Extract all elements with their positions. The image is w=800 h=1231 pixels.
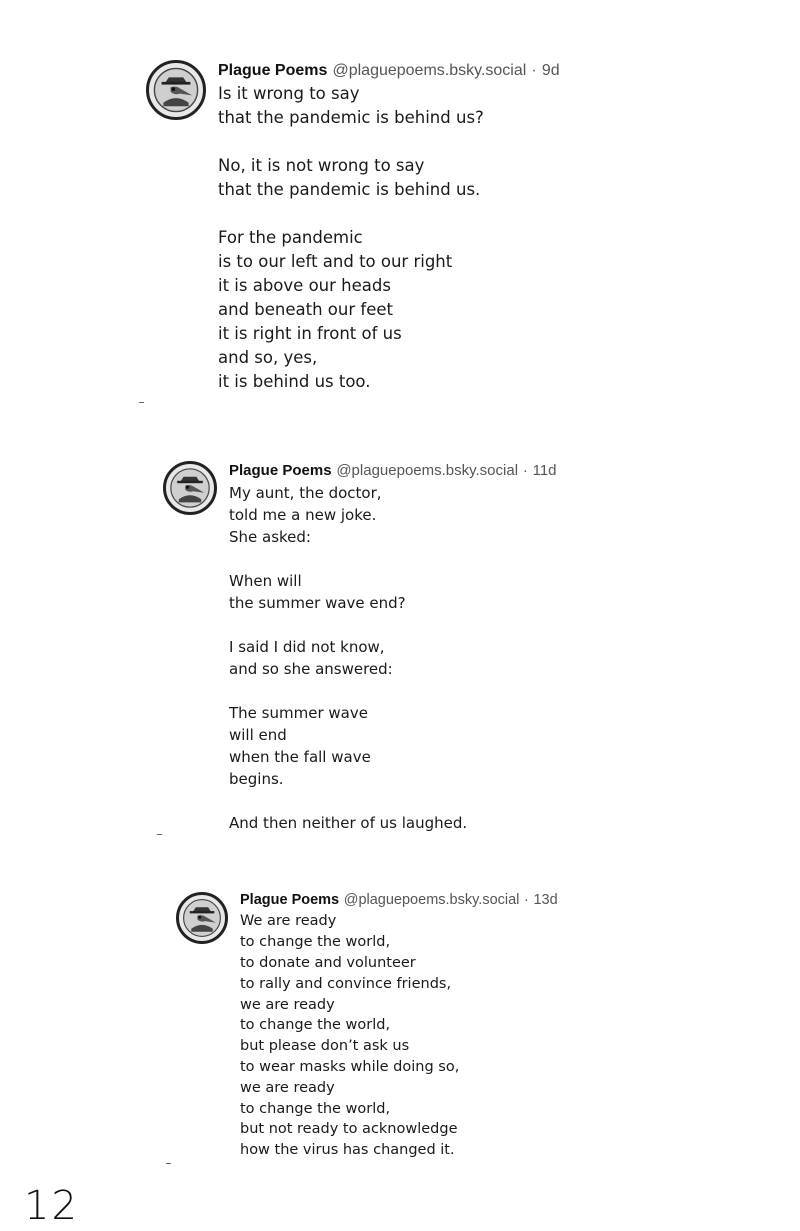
poem-line: told me a new joke. <box>229 506 377 524</box>
poem-line: to wear masks while doing so, <box>240 1058 460 1075</box>
page-number: 12 <box>24 1183 79 1229</box>
post-text <box>229 482 557 834</box>
poem-line: and so, yes, <box>218 348 318 368</box>
poem-line: We are ready <box>240 913 337 930</box>
poem-line: For the pandemic <box>218 228 363 248</box>
poem-line: we are ready <box>240 996 335 1013</box>
author-name[interactable]: Plague Poems <box>229 462 332 479</box>
author-handle[interactable]: @plaguepoems.bsky.social <box>336 462 519 479</box>
poem-line: to rally and convince friends, <box>240 975 452 992</box>
poem-line: will end <box>229 726 287 744</box>
plague-doctor-avatar-icon-art <box>166 464 214 512</box>
stanza-break <box>229 548 557 570</box>
poem-line: and beneath our feet <box>218 300 393 320</box>
header-separator: · <box>524 892 529 908</box>
plague-doctor-avatar-icon-art <box>179 895 225 941</box>
scan-mark <box>157 834 162 835</box>
poem-line: No, it is not wrong to say <box>218 156 425 176</box>
poem-line: that the pandemic is behind us? <box>218 108 484 128</box>
post-text <box>218 82 560 394</box>
plague-doctor-avatar-icon-art <box>149 63 203 117</box>
stanza-break <box>229 614 557 636</box>
poem-line: The summer wave <box>229 704 368 722</box>
poem-line: begins. <box>229 770 284 788</box>
post-age[interactable]: 9d <box>541 62 560 79</box>
plague-doctor-avatar-icon[interactable] <box>176 892 228 944</box>
post <box>176 892 558 1161</box>
author-handle[interactable]: @plaguepoems.bsky.social <box>332 62 527 79</box>
header-separator: · <box>522 462 528 479</box>
poem-line: is to our left and to our right <box>218 252 453 272</box>
poem-line: when the fall wave <box>229 748 371 766</box>
poem-line: but not ready to acknowledge <box>240 1121 458 1138</box>
poem-line: to change the world, <box>240 934 391 951</box>
stanza-break <box>218 130 560 154</box>
poem-line: we are ready <box>240 1079 335 1096</box>
post-header <box>229 461 557 480</box>
post-text <box>240 911 558 1161</box>
author-name[interactable]: Plague Poems <box>218 62 328 79</box>
scan-mark <box>166 1163 171 1164</box>
poem-line: Is it wrong to say <box>218 84 360 104</box>
poem-line: that the pandemic is behind us. <box>218 180 481 200</box>
stanza-break <box>229 790 557 812</box>
plague-doctor-avatar-icon[interactable] <box>146 60 206 120</box>
post-age[interactable]: 13d <box>533 892 558 908</box>
post-header <box>240 892 558 909</box>
post-age[interactable]: 11d <box>532 462 557 479</box>
author-name[interactable]: Plague Poems <box>240 892 340 908</box>
poem-line: to donate and volunteer <box>240 954 416 971</box>
author-handle[interactable]: @plaguepoems.bsky.social <box>343 892 520 908</box>
poem-line: and so she answered: <box>229 660 393 678</box>
header-separator: · <box>531 62 537 79</box>
scan-mark <box>139 402 144 403</box>
poem-line: I said I did not know, <box>229 638 385 656</box>
poem-line: it is behind us too. <box>218 372 371 392</box>
poem-line: to change the world, <box>240 1017 391 1034</box>
poem-line: but please don’t ask us <box>240 1038 410 1055</box>
poem-line: it is right in front of us <box>218 324 402 344</box>
poem-line: My aunt, the doctor, <box>229 484 382 502</box>
poem-line: And then neither of us laughed. <box>229 814 468 832</box>
post <box>146 60 560 394</box>
post-header <box>218 60 560 80</box>
poem-line: She asked: <box>229 528 311 546</box>
poem-line: When will <box>229 572 302 590</box>
poem-line: how the virus has changed it. <box>240 1142 455 1159</box>
stanza-break <box>229 680 557 702</box>
post <box>163 461 557 834</box>
plague-doctor-avatar-icon[interactable] <box>163 461 217 515</box>
poem-line: the summer wave end? <box>229 594 406 612</box>
poem-line: it is above our heads <box>218 276 391 296</box>
poem-line: to change the world, <box>240 1100 391 1117</box>
stanza-break <box>218 202 560 226</box>
